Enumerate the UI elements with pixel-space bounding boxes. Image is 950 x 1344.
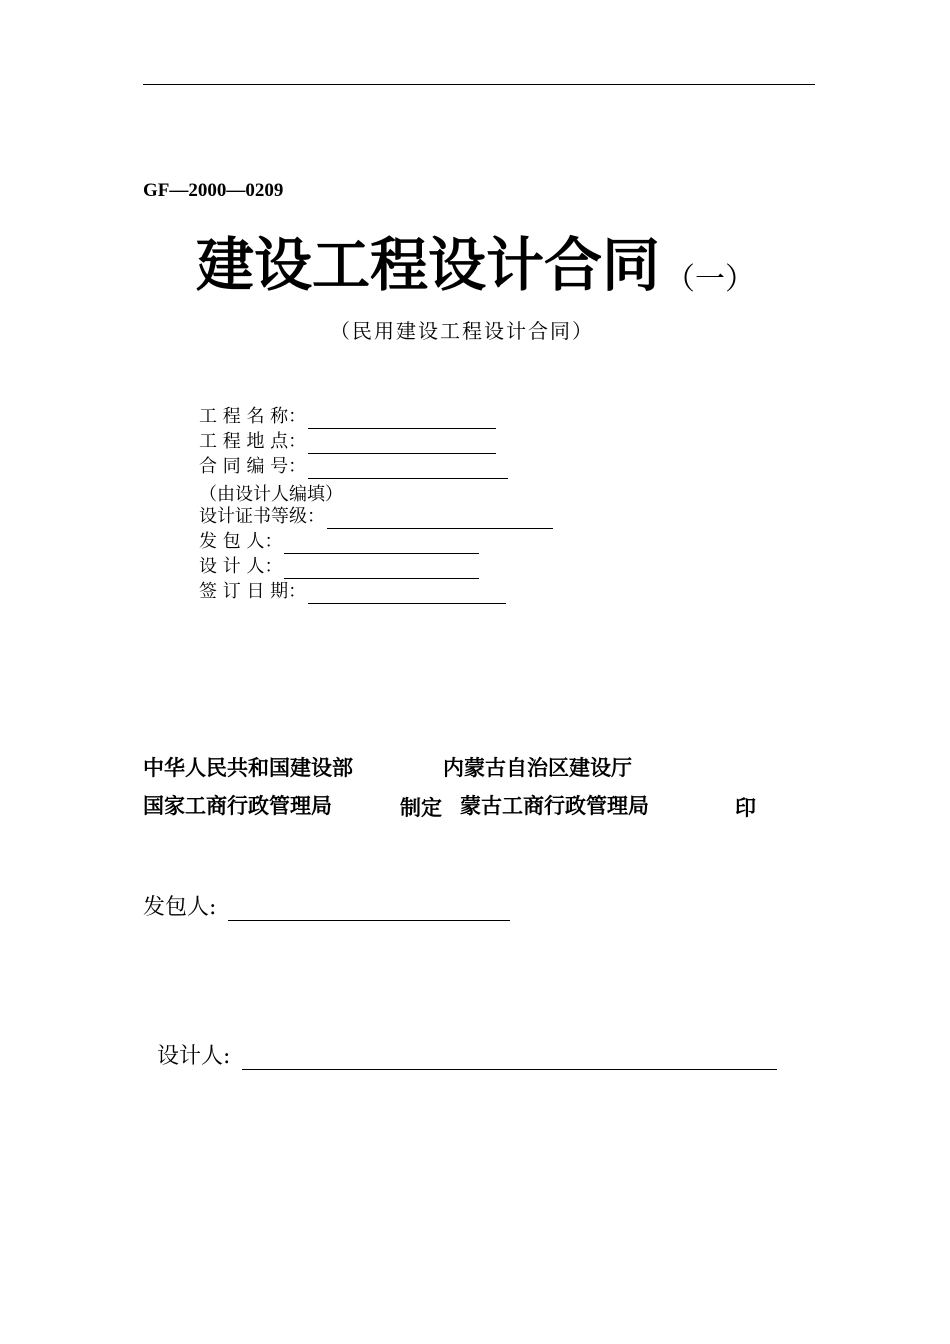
- title-suffix: （一）: [665, 262, 755, 297]
- field-label: 设计证书等级：: [199, 506, 325, 527]
- issuer-ministry-construction: 中华人民共和国建设部: [143, 756, 353, 780]
- designer-signature: [157, 1039, 777, 1070]
- designer-signature-label: 设计人:: [157, 1044, 231, 1069]
- employer-signature-label: 发包人:: [143, 895, 217, 920]
- field-signing-date: [199, 580, 506, 604]
- top-rule: [143, 84, 815, 85]
- field-project-location: [199, 430, 496, 454]
- field-label: 工 程 名 称：: [199, 406, 307, 427]
- field-contract-number: [199, 455, 508, 479]
- document-subtitle: （民用建设工程设计合同）: [330, 319, 594, 343]
- document-code: GF—2000—0209: [143, 180, 284, 201]
- contract-number-blank[interactable]: [308, 460, 508, 479]
- project-name-blank[interactable]: [308, 410, 496, 429]
- field-label: 合 同 编 号：: [199, 456, 307, 477]
- field-designer: [199, 555, 479, 579]
- made-by-label: 制定: [400, 796, 442, 820]
- field-label: 发 包 人：: [199, 531, 283, 552]
- employer-signature: [143, 890, 510, 921]
- issuer-regional-commerce: 蒙古工商行政管理局: [460, 794, 649, 818]
- employer-blank[interactable]: [284, 535, 479, 554]
- document-title: 建设工程设计合同: [196, 231, 661, 299]
- field-project-name: [199, 405, 496, 429]
- contract-number-note: （由设计人编填）: [199, 484, 343, 505]
- field-certificate-grade: [199, 505, 553, 529]
- employer-signature-blank[interactable]: [228, 900, 510, 921]
- field-employer: [199, 530, 479, 554]
- print-label: 印: [735, 796, 756, 820]
- designer-signature-blank[interactable]: [242, 1049, 777, 1070]
- issuer-national-commerce: 国家工商行政管理局: [143, 794, 332, 818]
- issuer-regional-construction: 内蒙古自治区建设厅: [443, 756, 632, 780]
- field-label: 签 订 日 期：: [199, 581, 307, 602]
- signing-date-blank[interactable]: [308, 585, 506, 604]
- designer-blank[interactable]: [284, 560, 479, 579]
- field-label: 工 程 地 点：: [199, 431, 307, 452]
- field-label: 设 计 人：: [199, 556, 283, 577]
- certificate-grade-blank[interactable]: [327, 510, 553, 529]
- project-location-blank[interactable]: [308, 435, 496, 454]
